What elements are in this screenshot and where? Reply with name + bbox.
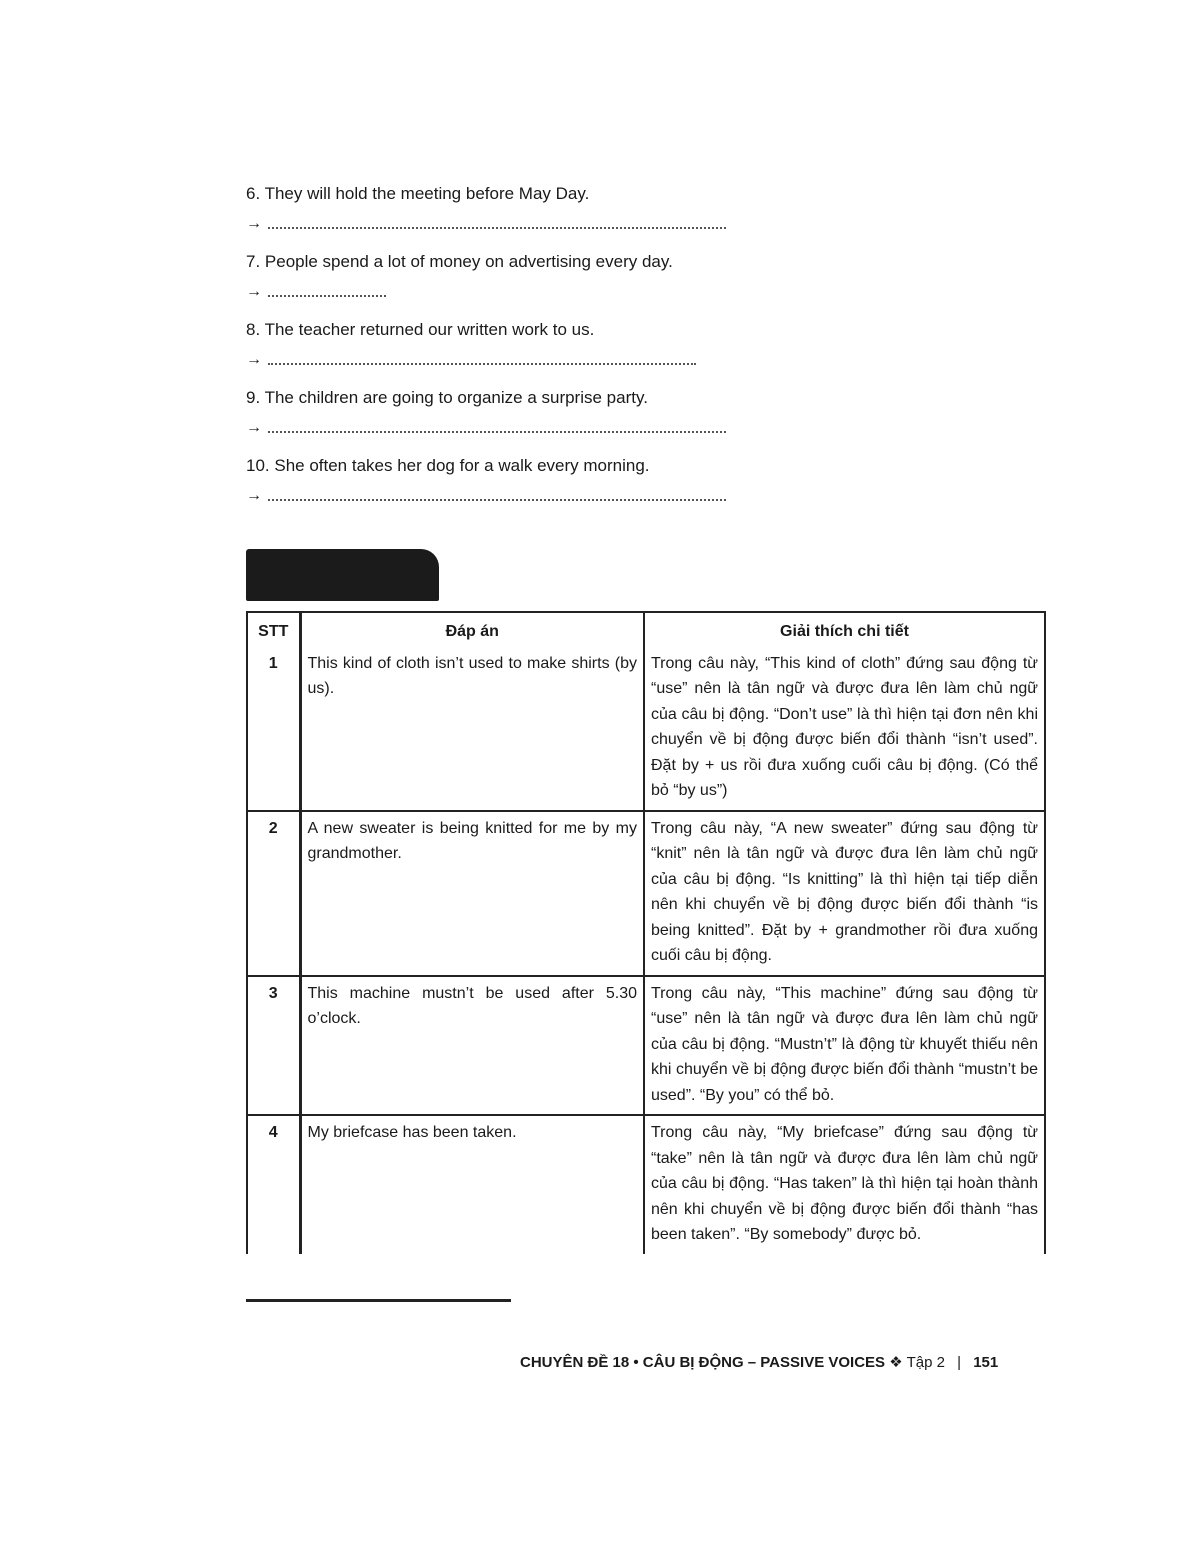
table-row	[247, 976, 1045, 1116]
row-answer: This machine mustn’t be used after 5.30 o’clock.	[300, 976, 644, 1116]
exercise-question: 8. The teacher returned our written work to us.	[246, 320, 595, 339]
footer-topic: CHUYÊN ĐỀ 18 • CÂU BỊ ĐỘNG – PASSIVE VOICES	[520, 1354, 886, 1371]
answer-table	[246, 611, 1046, 1254]
answer-line[interactable]	[246, 273, 736, 319]
table-bottom-border	[246, 1299, 511, 1302]
row-number: 1	[247, 647, 300, 811]
section-header-block	[246, 549, 439, 601]
exercise-question: 9. The children are going to organize a surprise party.	[246, 388, 648, 407]
row-number: 3	[247, 976, 300, 1116]
exercise-question: 6. They will hold the meeting before May Day.	[246, 184, 590, 203]
dotted-blank	[268, 295, 386, 297]
row-number: 4	[247, 1115, 300, 1254]
row-explanation: Trong câu này, “My briefcase” đứng sau động từ “take” nên là tân ngữ và được đưa lên làm chủ ngữ của câu bị động. “Has taken” là thì hiện tại hoàn thành nên khi chuyển về bị động được biến đổi thành “has been taken”. “By somebody” được bỏ.	[644, 1115, 1045, 1254]
arrow-icon: →	[246, 215, 262, 232]
arrow-icon: →	[246, 419, 262, 436]
exercise-item	[246, 251, 736, 319]
row-explanation: Trong câu này, “A new sweater” đứng sau động từ “knit” nên là tân ngữ và được đưa lên làm chủ ngữ của câu bị động. “Is knitting” là thì hiện tại tiếp diễn nên khi chuyển về bị động được biến đổi thành “is being knitted”. Đặt by + grandmother rồi đưa xuống cuối câu bị động.	[644, 811, 1045, 976]
row-answer: A new sweater is being knitted for me by my grandmother.	[300, 811, 644, 976]
exercise-item	[246, 455, 736, 523]
footer-volume: ❖ Tập 2	[889, 1354, 945, 1371]
row-number: 2	[247, 811, 300, 976]
dotted-blank	[268, 227, 726, 229]
arrow-icon: →	[246, 487, 262, 504]
table-row	[247, 811, 1045, 976]
dotted-blank	[268, 363, 696, 365]
header-explanation: Giải thích chi tiết	[644, 612, 1045, 647]
table-header-row	[247, 612, 1045, 647]
page-number: 151	[973, 1354, 999, 1371]
exercise-question: 7. People spend a lot of money on advertising every day.	[246, 252, 673, 271]
table-row	[247, 647, 1045, 811]
row-explanation: Trong câu này, “This machine” đứng sau động từ “use” nên là tân ngữ và được đưa lên làm chủ ngữ của câu bị động. “Mustn’t” là động từ khuyết thiếu nên khi chuyển về bị động được biến đổi thành “mustn’t be used”. “By you” có thể bỏ.	[644, 976, 1045, 1116]
arrow-icon: →	[246, 351, 262, 368]
arrow-icon: →	[246, 283, 262, 300]
answer-line[interactable]	[246, 341, 736, 387]
exercise-item	[246, 183, 736, 251]
header-stt: STT	[247, 612, 300, 647]
header-answer: Đáp án	[300, 612, 644, 647]
row-answer: This kind of cloth isn’t used to make shirts (by us).	[300, 647, 644, 811]
dotted-blank	[268, 499, 726, 501]
exercise-item	[246, 319, 736, 387]
table-row	[247, 1115, 1045, 1254]
exercise-question: 10. She often takes her dog for a walk every morning.	[246, 456, 650, 475]
answer-line[interactable]	[246, 409, 736, 455]
row-explanation: Trong câu này, “This kind of cloth” đứng sau động từ “use” nên là tân ngữ và được đưa lên làm chủ ngữ của câu bị động. “Don’t use” là thì hiện tại đơn nên khi chuyển về bị động được biến đổi thành “isn’t used”. Đặt by + us rồi đưa xuống cuối câu bị động. (Có thể bỏ “by us”)	[644, 647, 1045, 811]
answer-line[interactable]	[246, 477, 736, 523]
exercise-item	[246, 387, 736, 455]
exercise-list	[246, 183, 736, 523]
dotted-blank	[268, 431, 726, 433]
footer-divider: |	[957, 1354, 962, 1371]
page-footer	[520, 1352, 1044, 1374]
answer-line[interactable]	[246, 205, 736, 251]
row-answer: My briefcase has been taken.	[300, 1115, 644, 1254]
